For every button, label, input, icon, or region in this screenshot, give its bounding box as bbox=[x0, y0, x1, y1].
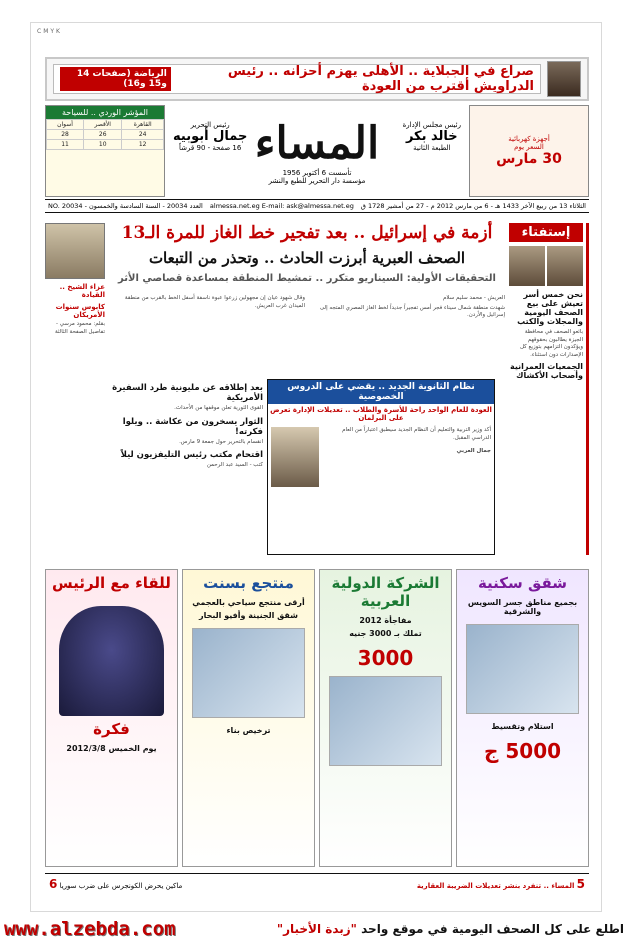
issue-number: العدد 20034 - السنة السادسة والخمسون - NO. 20034 bbox=[48, 202, 203, 210]
lead-subhead: التحقيقات الأولية: السيناريو متكرر .. تمشيط المنطقة بمساعدة قصاصي الأثر bbox=[118, 273, 496, 284]
tourism-cell: 11 bbox=[47, 140, 84, 150]
newspaper-logo[interactable]: المساء bbox=[254, 117, 380, 169]
referendum-footer: الجمعيات العمرانية وأصحاب الأكشاك bbox=[510, 362, 583, 380]
sheikh-portrait bbox=[45, 223, 105, 279]
resort-image bbox=[329, 676, 442, 766]
masthead bbox=[45, 105, 589, 197]
ad-line: تملك بـ 3000 جنيه bbox=[349, 629, 422, 638]
tourism-ad-header: المؤشر الوردي .. للسياحة bbox=[46, 106, 164, 119]
box-story-body: أكد وزير التربية والتعليم أن النظام الجديد سيطبق اعتباراً من العام الدراسي المقبل. bbox=[342, 427, 491, 441]
footer-right-teaser[interactable] bbox=[417, 877, 585, 891]
ad-apartments[interactable] bbox=[456, 569, 589, 867]
ad-title: منتجع بسنت bbox=[203, 574, 294, 592]
lead-byline: العريش - محمد سليم سلام bbox=[442, 295, 505, 301]
cmyk-print-marks: CMYK bbox=[37, 28, 62, 35]
ad-line: بجميع مناطق جسر السويس والشرقية bbox=[467, 598, 578, 616]
side-story-body: القوى الثورية تعلن موقفها من الأحداث. bbox=[174, 405, 263, 411]
referendum-body: بائعو الصحف في محافظة الجيزة يطالبون بحقوقهم ويؤكدون التزامهم بتوزيع كل الإصدارات دون استثناء. bbox=[520, 329, 583, 358]
side-story-head[interactable]: بعد إطلاقه عن مليونية طرد السفيرة الأمريكية bbox=[112, 383, 263, 403]
ad-line: استلام وتقسيط bbox=[491, 722, 554, 731]
ad-line: ترخيص بناء bbox=[226, 726, 271, 735]
chairman-label: رئيس مجلس الإدارة bbox=[402, 121, 461, 129]
website-email[interactable]: almessa.net.eg E-mail: ask@almessa.net.eg bbox=[209, 202, 354, 210]
ad-international-company[interactable] bbox=[319, 569, 452, 867]
box-story-caption: جمال العربي bbox=[456, 448, 491, 454]
ad-line: شقق الجنينة وأفيو البحار bbox=[199, 611, 298, 620]
left-story-body: بقلم: محمود مرسي - تفاصيل الصفحة الثالثة bbox=[54, 321, 105, 335]
masthead-center bbox=[169, 105, 465, 197]
resort-building-image bbox=[192, 628, 305, 718]
editor-name: جمال أبوبيه bbox=[173, 129, 248, 144]
tourism-ad-table bbox=[46, 119, 164, 150]
referendum-photos bbox=[509, 246, 583, 286]
appliance-ad-line1: السعر يوم bbox=[514, 143, 544, 151]
ad-title: للقاء مع الرئيس bbox=[52, 574, 171, 592]
advertisements-row bbox=[45, 569, 589, 867]
ad-basant-resort[interactable] bbox=[182, 569, 315, 867]
tourism-cell: 10 bbox=[84, 140, 122, 150]
ad-price: 3000 bbox=[357, 646, 414, 670]
dateline-bar bbox=[45, 199, 589, 213]
page-number: 5 bbox=[576, 876, 585, 891]
lead-story-body bbox=[109, 295, 505, 375]
banner-headline-box bbox=[53, 64, 541, 94]
editor-block bbox=[173, 121, 247, 152]
edition-label: الطبعة الثانية bbox=[413, 144, 451, 152]
appliance-ad-date: 30 مارس bbox=[496, 151, 562, 167]
referendum-headline: نحن خمس أسر تعيش على بيع الصحف اليومية والمجلات والكتب bbox=[517, 290, 583, 326]
referendum-column[interactable] bbox=[509, 223, 589, 555]
footer-teasers bbox=[45, 873, 589, 893]
box-story-sub: العودة للعام الواحد راحة للأسرة والطلاب .. تعديلات الإدارة تعرض على البرلمان bbox=[270, 406, 492, 422]
side-story-body: انقسام بالتحرير حول جمعة 9 مارس. bbox=[179, 438, 263, 445]
ad-title: شقق سكنية bbox=[477, 574, 568, 592]
appliance-ad-line3: أجهزة كهربائية bbox=[508, 135, 550, 143]
watermark-url[interactable]: www.alzebda.com bbox=[4, 918, 176, 940]
tourism-cell: 26 bbox=[84, 130, 122, 140]
lead-col-1 bbox=[309, 295, 505, 375]
watermark-slogan bbox=[277, 922, 624, 936]
tourism-cell: القاهرة bbox=[122, 120, 164, 130]
tourism-cell: 24 bbox=[122, 130, 164, 140]
ad-meet-the-president[interactable] bbox=[45, 569, 178, 867]
ad-line: مفاجأة 2012 bbox=[359, 616, 412, 625]
banner-photo bbox=[547, 61, 581, 97]
chairman-name: خالد بكر bbox=[405, 129, 458, 144]
ad-title: الشركة الدولية العربية bbox=[331, 574, 440, 610]
teaser-text: ماكين يحرض الكونجرس على ضرب سوريا bbox=[59, 881, 183, 890]
side-story-head[interactable]: اقتحام مكتب رئيس التليفزيون ليلاً bbox=[120, 450, 263, 460]
box-story-banner: نظام الثانوية الجديد .. يقضي على الدروس الخصوصية bbox=[268, 380, 494, 404]
tourism-cell: 28 bbox=[47, 130, 84, 140]
tourism-cell: الأقصر bbox=[84, 120, 122, 130]
side-stories bbox=[109, 379, 263, 555]
issue-date: الثلاثاء 13 من ربيع الآخر 1433 هـ - 6 من مارس 2012 م - 27 من أمشير 1728 ق bbox=[360, 202, 586, 210]
lead-story-headlines[interactable] bbox=[109, 223, 505, 284]
secondary-school-story[interactable] bbox=[267, 379, 495, 555]
portrait-caption: عزاء الشيخ .. القيادة bbox=[59, 283, 105, 299]
masthead-ad-tourism[interactable] bbox=[45, 105, 165, 197]
tourism-cell: أسوان bbox=[47, 120, 84, 130]
ad-price: 5000 ج bbox=[483, 739, 562, 763]
silhouette-image bbox=[59, 606, 164, 716]
building-image bbox=[466, 624, 579, 714]
founded-date: تأسست 6 أكتوبر 1956 bbox=[282, 168, 352, 177]
lead-headline: الصحف العبرية أبرزت الحادث .. وتحذر من التبعات bbox=[148, 249, 466, 267]
page-number: 6 bbox=[49, 876, 58, 891]
tourism-cell: 12 bbox=[122, 140, 164, 150]
editor-label: رئيس التحرير bbox=[190, 121, 230, 129]
side-story-head[interactable]: الثوار يسخرون من عكاشة .. ويلوا فكرته! bbox=[122, 416, 263, 437]
newspaper-page bbox=[30, 22, 602, 912]
pages-price: 16 صفحة - 90 قرشاً bbox=[179, 144, 242, 152]
banner-headline: صراع في الجبلاية .. الأهلى يهزم أحزانه .. رئيس الدراويش أقترب من العودة bbox=[227, 64, 534, 94]
slogan-prefix: اطلع على كل الصحف اليومية في موقع واحد bbox=[361, 922, 624, 936]
top-sports-banner[interactable] bbox=[45, 57, 589, 101]
chairman-block bbox=[403, 121, 461, 152]
referendum-header: إستفتاء bbox=[509, 223, 583, 242]
ad-line: يوم الخميس 2012/3/8 bbox=[66, 744, 157, 753]
masthead-ad-appliances[interactable] bbox=[469, 105, 589, 197]
teaser-text: المساء .. تنفرد بنشر تعديلات الضريبة العقارية bbox=[416, 881, 575, 890]
box-story-photo bbox=[271, 427, 319, 487]
left-story-head: كابوس سنوات الأمريكان bbox=[55, 303, 105, 319]
publisher-name: مؤسسة دار التحرير للطبع والنشر bbox=[268, 176, 366, 185]
fekra-logo: فكرة bbox=[93, 720, 130, 738]
photo bbox=[547, 246, 583, 286]
ad-line: أرقى منتجع سياحي بالعجمي bbox=[192, 598, 305, 607]
lead-kicker: أزمة في إسرائيل .. بعد تفجير خط الغاز للمرة الـ13 bbox=[121, 223, 493, 243]
lead-paragraph: شهدت منطقة شمال سيناء فجر أمس تفجيراً جديداً لخط الغاز المصري المتجه إلى إسرائيل والأردن. bbox=[319, 304, 505, 318]
slogan-brand: "زبدة الأخبار" bbox=[276, 922, 357, 936]
side-story-body: كتب - السيد عبد الرحمن bbox=[206, 462, 263, 468]
lead-col-2 bbox=[109, 295, 305, 375]
footer-left-teaser[interactable] bbox=[49, 877, 182, 891]
lead-paragraph: وقال شهود عيان إن مجهولين زرعوا عبوة ناسفة أسفل الخط بالقرب من منطقة الميدان غرب العريش. bbox=[124, 295, 305, 309]
left-column[interactable] bbox=[45, 223, 105, 555]
photo bbox=[509, 246, 545, 286]
sports-pages-label: الرياضة (صفحات 14 و15 و16) bbox=[60, 67, 171, 91]
